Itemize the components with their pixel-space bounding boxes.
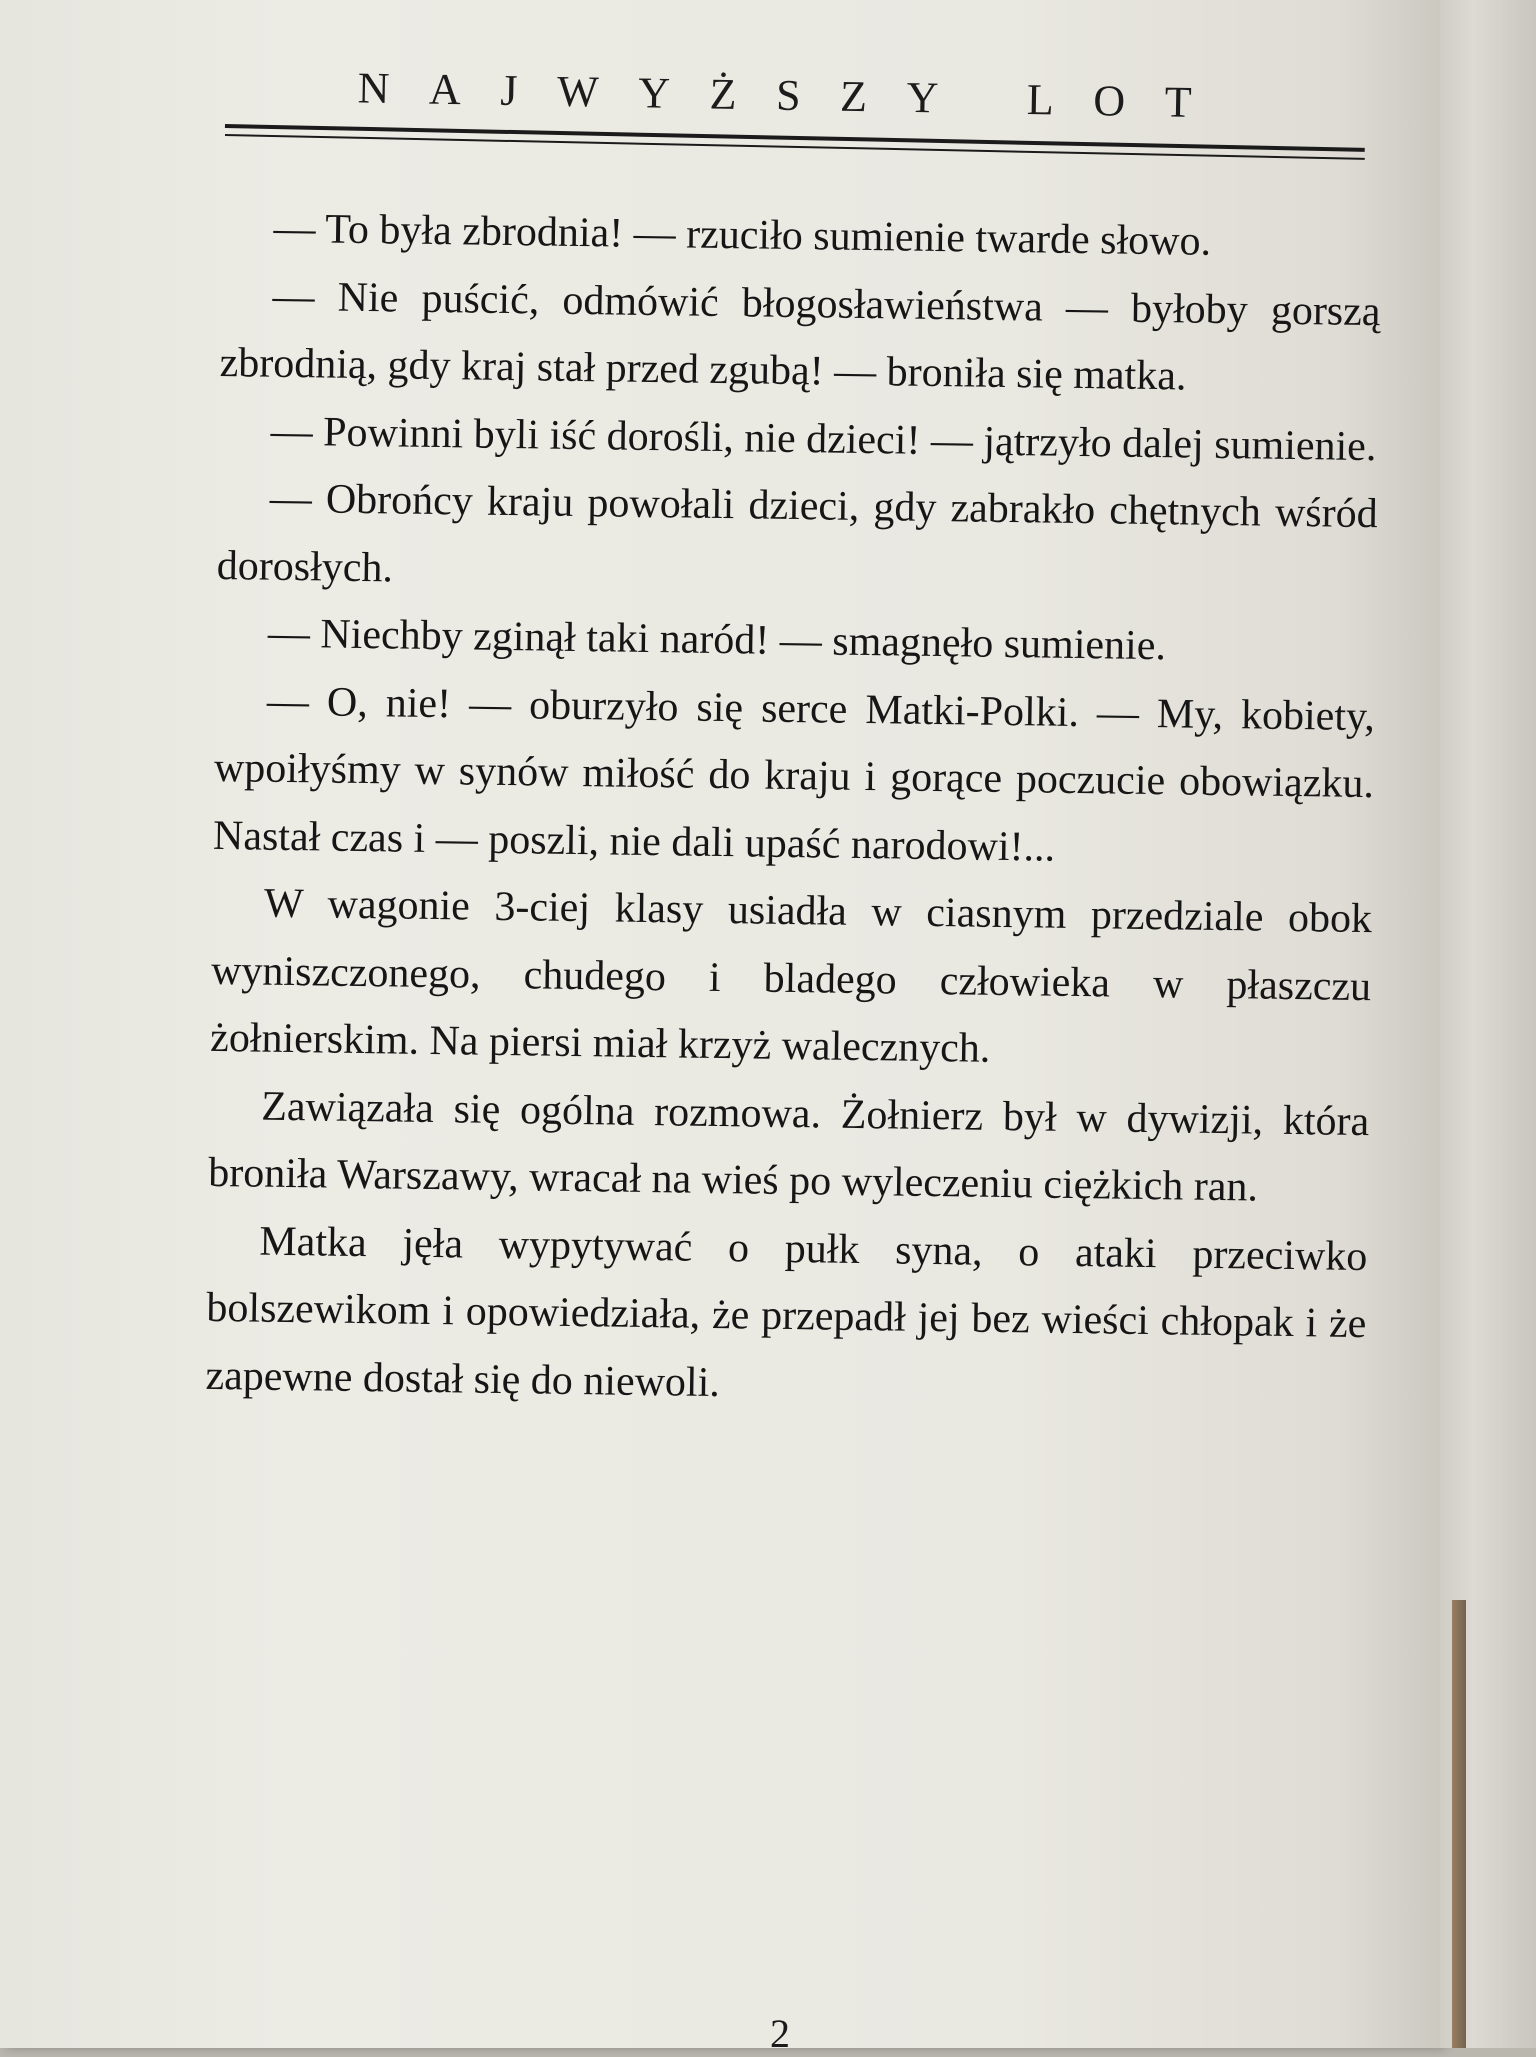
paragraph: W wagonie 3-ciej klasy usiadła w ciasnym przedziale obok wyniszczonego, chudego i bladego człowieka w płaszczu żołnierskim. Na piersi miał krzyż walecznych.	[209, 880, 1373, 1072]
paragraph: — Powinni byli iść dorośli, nie dzieci! — jątrzyło dalej sumienie.	[270, 408, 1377, 470]
paragraph: Matka jęła wypytywać o pułk syna, o ataki przeciwko bolszewikom i opowiedziała, że przepadł jej bez wieści chłopak i że zapewne dostał się do niewoli.	[205, 1218, 1368, 1406]
worn-page-edge	[1452, 1600, 1466, 2048]
next-page-edge	[1440, 0, 1536, 2048]
paragraph: — Obrońcy kraju powołali dzieci, gdy zabrakło chętnych wśród dorosłych.	[216, 475, 1378, 591]
page-number: 2	[770, 2011, 790, 2056]
body-text	[205, 195, 1382, 1426]
paragraph: — O, nie! — oburzyło się serce Matki-Polki. — My, kobiety, wpoiłyśmy w synów miłość do kraju i gorące poczucie obowiązku. Nastał czas i — poszli, nie dali upaść narodowi!...	[212, 678, 1376, 871]
paragraph: — To była zbrodnia! — rzuciło sumienie twarde słowo.	[273, 205, 1212, 265]
paragraph: Zawiązała się ogólna rozmowa. Żołnierz był w dywizji, która broniła Warszawy, wracał na wieś po wyleczeniu ciężkich ran.	[208, 1083, 1370, 1211]
paragraph: — Niechby zginął taki naród! — smagnęło sumienie.	[267, 610, 1167, 670]
running-head: NAJWYŻSZY LOT	[357, 63, 1232, 128]
paragraph: — Nie puścić, odmówić błogosławieństwa — byłoby gorszą zbrodnią, gdy kraj stał przed zgubą! — broniła się matka.	[219, 273, 1381, 400]
